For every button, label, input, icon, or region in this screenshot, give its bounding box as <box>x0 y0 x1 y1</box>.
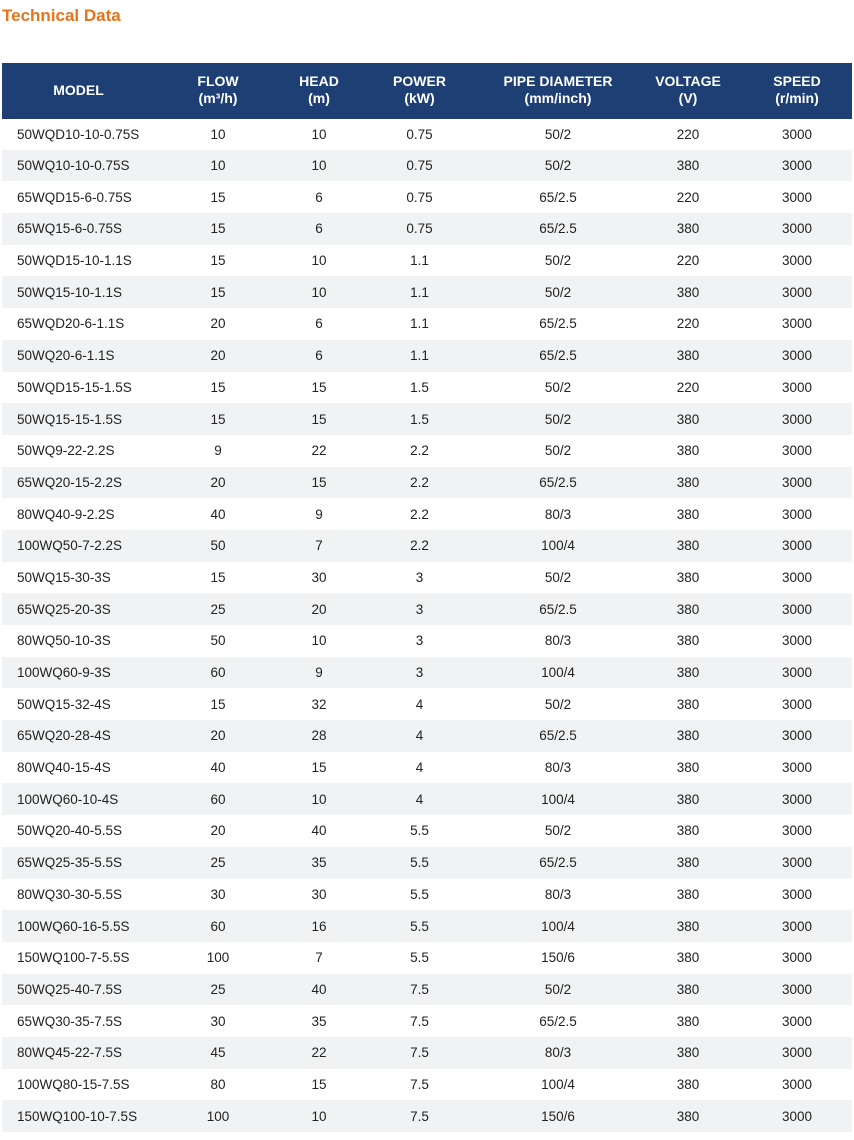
pipe-diameter-cell: 65/2.5 <box>539 189 577 205</box>
flow-cell: 100 <box>206 950 230 966</box>
pipe-diameter-cell: 150/6 <box>541 1108 575 1124</box>
model-cell: 65WQ20-15-2.2S <box>17 474 123 490</box>
power-cell: 1.1 <box>410 253 429 269</box>
table-body <box>2 118 852 1132</box>
table-row <box>2 403 852 435</box>
head-cell: 6 <box>315 189 323 205</box>
pipe-diameter-cell: 100/4 <box>541 791 575 807</box>
voltage-cell: 380 <box>676 411 700 427</box>
power-cell: 3 <box>415 665 424 681</box>
technical-data-table-container <box>2 63 852 1132</box>
pipe-diameter-cell: 65/2.5 <box>539 348 577 364</box>
speed-cell: 3000 <box>781 126 813 142</box>
model-cell: 65WQ25-20-3S <box>17 601 111 617</box>
pipe-diameter-cell: 50/2 <box>544 443 572 459</box>
flow-cell: 60 <box>210 665 226 681</box>
speed-cell: 3000 <box>781 158 813 174</box>
power-cell: 3 <box>415 601 424 617</box>
voltage-cell: 380 <box>676 158 700 174</box>
model-cell: 100WQ60-10-4S <box>17 791 119 807</box>
speed-cell: 3000 <box>781 823 813 839</box>
column-header-pipe-diameter <box>482 63 634 118</box>
flow-cell: 30 <box>210 886 226 902</box>
voltage-cell: 220 <box>676 126 700 142</box>
head-cell: 10 <box>311 1108 327 1124</box>
power-cell: 7.5 <box>410 1045 429 1061</box>
voltage-cell: 380 <box>676 538 700 554</box>
pipe-diameter-cell: 50/2 <box>544 823 572 839</box>
speed-cell: 3000 <box>781 379 813 395</box>
power-cell: 4 <box>415 728 424 744</box>
table-row <box>2 1100 852 1132</box>
head-cell: 22 <box>311 1045 327 1061</box>
speed-cell: 3000 <box>781 633 813 649</box>
flow-cell: 15 <box>210 569 226 585</box>
flow-cell: 60 <box>210 791 226 807</box>
model-cell: 50WQ15-10-1.1S <box>17 284 123 300</box>
power-cell: 0.75 <box>406 221 433 237</box>
speed-cell: 3000 <box>781 348 813 364</box>
power-cell: 7.5 <box>410 1076 429 1092</box>
model-cell: 65WQ30-35-7.5S <box>17 1013 123 1029</box>
pipe-diameter-cell: 100/4 <box>541 538 575 554</box>
model-cell: 80WQ50-10-3S <box>17 633 111 649</box>
column-header-flow <box>155 63 281 118</box>
flow-cell: 20 <box>210 823 226 839</box>
speed-cell: 3000 <box>781 189 813 205</box>
table-row <box>2 150 852 182</box>
pipe-diameter-cell: 100/4 <box>541 1076 575 1092</box>
column-header-label: FLOW <box>197 73 239 90</box>
model-cell: 65WQ25-35-5.5S <box>17 855 123 871</box>
model-cell: 150WQ100-7-5.5S <box>17 950 130 966</box>
power-cell: 1.5 <box>410 411 429 427</box>
pipe-diameter-cell: 65/2.5 <box>539 316 577 332</box>
table-row <box>2 1005 852 1037</box>
speed-cell: 3000 <box>781 601 813 617</box>
pipe-diameter-cell: 65/2.5 <box>539 601 577 617</box>
power-cell: 1.5 <box>410 379 429 395</box>
flow-cell: 15 <box>210 189 226 205</box>
flow-cell: 10 <box>210 126 226 142</box>
pipe-diameter-cell: 50/2 <box>544 411 572 427</box>
model-cell: 100WQ60-9-3S <box>17 665 111 681</box>
flow-cell: 25 <box>210 855 226 871</box>
table-row <box>2 688 852 720</box>
table-row <box>2 1037 852 1069</box>
flow-cell: 15 <box>210 221 226 237</box>
flow-cell: 20 <box>210 316 226 332</box>
table-row <box>2 1069 852 1101</box>
pipe-diameter-cell: 80/3 <box>544 760 572 776</box>
column-header-label: PIPE DIAMETER <box>503 73 613 90</box>
pipe-diameter-cell: 80/3 <box>544 886 572 902</box>
voltage-cell: 220 <box>676 379 700 395</box>
table-header <box>2 63 852 118</box>
model-cell: 50WQ15-30-3S <box>17 569 111 585</box>
model-cell: 100WQ60-16-5.5S <box>17 918 130 934</box>
head-cell: 10 <box>311 126 327 142</box>
speed-cell: 3000 <box>781 474 813 490</box>
speed-cell: 3000 <box>781 950 813 966</box>
head-cell: 16 <box>311 918 327 934</box>
table-row <box>2 372 852 404</box>
power-cell: 7.5 <box>410 981 429 997</box>
head-cell: 7 <box>315 538 323 554</box>
voltage-cell: 380 <box>676 443 700 459</box>
voltage-cell: 380 <box>676 506 700 522</box>
model-cell: 100WQ80-15-7.5S <box>17 1076 130 1092</box>
power-cell: 1.1 <box>410 284 429 300</box>
flow-cell: 45 <box>210 1045 226 1061</box>
head-cell: 15 <box>311 760 327 776</box>
column-header-head <box>281 63 357 118</box>
flow-cell: 50 <box>210 538 226 554</box>
speed-cell: 3000 <box>781 1013 813 1029</box>
speed-cell: 3000 <box>781 696 813 712</box>
voltage-cell: 380 <box>676 221 700 237</box>
flow-cell: 60 <box>210 918 226 934</box>
pipe-diameter-cell: 50/2 <box>544 696 572 712</box>
flow-cell: 50 <box>210 633 226 649</box>
model-cell: 65WQD20-6-1.1S <box>17 316 125 332</box>
model-cell: 50WQD15-15-1.5S <box>17 379 132 395</box>
head-cell: 10 <box>311 284 327 300</box>
voltage-cell: 380 <box>676 855 700 871</box>
column-header-unit: (m³/h) <box>198 90 238 107</box>
table-row <box>2 783 852 815</box>
power-cell: 0.75 <box>406 126 433 142</box>
head-cell: 30 <box>311 886 327 902</box>
table-row <box>2 752 852 784</box>
power-cell: 2.2 <box>410 538 429 554</box>
voltage-cell: 380 <box>676 728 700 744</box>
column-header-power <box>357 63 482 118</box>
power-cell: 5.5 <box>410 918 429 934</box>
flow-cell: 20 <box>210 348 226 364</box>
column-header-label: POWER <box>393 73 446 90</box>
voltage-cell: 380 <box>676 886 700 902</box>
table-row <box>2 530 852 562</box>
pipe-diameter-cell: 80/3 <box>544 633 572 649</box>
flow-cell: 9 <box>214 443 222 459</box>
model-cell: 100WQ50-7-2.2S <box>17 538 123 554</box>
pipe-diameter-cell: 100/4 <box>541 918 575 934</box>
model-cell: 80WQ40-9-2.2S <box>17 506 115 522</box>
pipe-diameter-cell: 100/4 <box>541 665 575 681</box>
model-cell: 65WQD15-6-0.75S <box>17 189 132 205</box>
speed-cell: 3000 <box>781 443 813 459</box>
pipe-diameter-cell: 80/3 <box>544 506 572 522</box>
table-row <box>2 815 852 847</box>
voltage-cell: 380 <box>676 1076 700 1092</box>
voltage-cell: 220 <box>676 189 700 205</box>
voltage-cell: 380 <box>676 601 700 617</box>
flow-cell: 20 <box>210 474 226 490</box>
voltage-cell: 380 <box>676 633 700 649</box>
column-header-speed <box>742 63 852 118</box>
pipe-diameter-cell: 65/2.5 <box>539 855 577 871</box>
model-cell: 65WQ20-28-4S <box>17 728 111 744</box>
table-row <box>2 498 852 530</box>
model-cell: 50WQD15-10-1.1S <box>17 253 132 269</box>
power-cell: 5.5 <box>410 823 429 839</box>
table-row <box>2 910 852 942</box>
model-cell: 50WQ9-22-2.2S <box>17 443 115 459</box>
power-cell: 3 <box>415 569 424 585</box>
table-row <box>2 974 852 1006</box>
column-header-label: MODEL <box>53 81 104 98</box>
power-cell: 4 <box>415 791 424 807</box>
head-cell: 22 <box>311 443 327 459</box>
column-header-voltage <box>634 63 742 118</box>
power-cell: 1.1 <box>410 348 429 364</box>
speed-cell: 3000 <box>781 538 813 554</box>
power-cell: 5.5 <box>410 855 429 871</box>
flow-cell: 15 <box>210 379 226 395</box>
flow-cell: 15 <box>210 284 226 300</box>
power-cell: 3 <box>415 633 424 649</box>
column-header-label: HEAD <box>299 73 339 90</box>
head-cell: 15 <box>311 1076 327 1092</box>
model-cell: 50WQ25-40-7.5S <box>17 981 123 997</box>
voltage-cell: 380 <box>676 665 700 681</box>
table-row <box>2 467 852 499</box>
speed-cell: 3000 <box>781 886 813 902</box>
speed-cell: 3000 <box>781 760 813 776</box>
voltage-cell: 220 <box>676 316 700 332</box>
voltage-cell: 380 <box>676 950 700 966</box>
table-header-row <box>2 63 852 118</box>
speed-cell: 3000 <box>781 981 813 997</box>
table-row <box>2 593 852 625</box>
head-cell: 32 <box>311 696 327 712</box>
model-cell: 50WQ15-15-1.5S <box>17 411 123 427</box>
table-row <box>2 181 852 213</box>
voltage-cell: 380 <box>676 284 700 300</box>
power-cell: 5.5 <box>410 886 429 902</box>
table-row <box>2 118 852 150</box>
voltage-cell: 380 <box>676 1045 700 1061</box>
flow-cell: 15 <box>210 253 226 269</box>
column-header-unit: (r/min) <box>775 90 819 107</box>
voltage-cell: 380 <box>676 569 700 585</box>
table-row <box>2 847 852 879</box>
head-cell: 15 <box>311 379 327 395</box>
power-cell: 7.5 <box>410 1013 429 1029</box>
voltage-cell: 380 <box>676 791 700 807</box>
speed-cell: 3000 <box>781 253 813 269</box>
power-cell: 2.2 <box>410 443 429 459</box>
flow-cell: 20 <box>210 728 226 744</box>
table-row <box>2 213 852 245</box>
power-cell: 1.1 <box>410 316 429 332</box>
voltage-cell: 380 <box>676 823 700 839</box>
table-row <box>2 308 852 340</box>
pipe-diameter-cell: 80/3 <box>544 1045 572 1061</box>
model-cell: 50WQ15-32-4S <box>17 696 111 712</box>
pipe-diameter-cell: 65/2.5 <box>539 1013 577 1029</box>
voltage-cell: 380 <box>676 918 700 934</box>
head-cell: 30 <box>311 569 327 585</box>
voltage-cell: 380 <box>676 1013 700 1029</box>
head-cell: 35 <box>311 1013 327 1029</box>
voltage-cell: 220 <box>676 253 700 269</box>
head-cell: 10 <box>311 633 327 649</box>
model-cell: 50WQ10-10-0.75S <box>17 158 130 174</box>
model-cell: 80WQ45-22-7.5S <box>17 1045 123 1061</box>
pipe-diameter-cell: 50/2 <box>544 158 572 174</box>
speed-cell: 3000 <box>781 506 813 522</box>
pipe-diameter-cell: 50/2 <box>544 569 572 585</box>
flow-cell: 10 <box>210 158 226 174</box>
power-cell: 0.75 <box>406 158 433 174</box>
power-cell: 2.2 <box>410 474 429 490</box>
model-cell: 50WQD10-10-0.75S <box>17 126 140 142</box>
table-row <box>2 276 852 308</box>
pipe-diameter-cell: 150/6 <box>541 950 575 966</box>
speed-cell: 3000 <box>781 791 813 807</box>
table-row <box>2 720 852 752</box>
voltage-cell: 380 <box>676 760 700 776</box>
column-header-unit: (m) <box>308 90 330 107</box>
head-cell: 35 <box>311 855 327 871</box>
column-header-unit: (V) <box>678 90 698 107</box>
pipe-diameter-cell: 65/2.5 <box>539 728 577 744</box>
speed-cell: 3000 <box>781 918 813 934</box>
column-header-unit: (kW) <box>404 90 435 107</box>
flow-cell: 80 <box>210 1076 226 1092</box>
column-header-label: SPEED <box>773 73 821 90</box>
table-row <box>2 340 852 372</box>
flow-cell: 25 <box>210 601 226 617</box>
pipe-diameter-cell: 50/2 <box>544 253 572 269</box>
head-cell: 6 <box>315 316 323 332</box>
model-cell: 150WQ100-10-7.5S <box>17 1108 138 1124</box>
model-cell: 50WQ20-40-5.5S <box>17 823 123 839</box>
table-row <box>2 245 852 277</box>
table-row <box>2 657 852 689</box>
voltage-cell: 380 <box>676 981 700 997</box>
model-cell: 80WQ40-15-4S <box>17 760 111 776</box>
column-header-model <box>2 63 155 118</box>
table-row <box>2 435 852 467</box>
table-row <box>2 942 852 974</box>
speed-cell: 3000 <box>781 284 813 300</box>
voltage-cell: 380 <box>676 474 700 490</box>
column-header-unit: (mm/inch) <box>524 90 592 107</box>
flow-cell: 15 <box>210 696 226 712</box>
power-cell: 4 <box>415 696 424 712</box>
model-cell: 65WQ15-6-0.75S <box>17 221 123 237</box>
model-cell: 50WQ20-6-1.1S <box>17 348 115 364</box>
power-cell: 0.75 <box>406 189 433 205</box>
speed-cell: 3000 <box>781 221 813 237</box>
pipe-diameter-cell: 50/2 <box>544 284 572 300</box>
flow-cell: 40 <box>210 506 226 522</box>
speed-cell: 3000 <box>781 1108 813 1124</box>
head-cell: 10 <box>311 253 327 269</box>
head-cell: 15 <box>311 411 327 427</box>
head-cell: 10 <box>311 791 327 807</box>
column-header-label: VOLTAGE <box>655 73 721 90</box>
head-cell: 40 <box>311 981 327 997</box>
pipe-diameter-cell: 65/2.5 <box>539 221 577 237</box>
head-cell: 40 <box>311 823 327 839</box>
technical-data-table <box>2 63 852 1132</box>
head-cell: 9 <box>315 665 323 681</box>
speed-cell: 3000 <box>781 1045 813 1061</box>
head-cell: 6 <box>315 348 323 364</box>
head-cell: 15 <box>311 474 327 490</box>
voltage-cell: 380 <box>676 1108 700 1124</box>
head-cell: 20 <box>311 601 327 617</box>
flow-cell: 25 <box>210 981 226 997</box>
pipe-diameter-cell: 50/2 <box>544 126 572 142</box>
pipe-diameter-cell: 50/2 <box>544 981 572 997</box>
power-cell: 7.5 <box>410 1108 429 1124</box>
power-cell: 5.5 <box>410 950 429 966</box>
power-cell: 2.2 <box>410 506 429 522</box>
voltage-cell: 380 <box>676 696 700 712</box>
table-row <box>2 879 852 911</box>
table-row <box>2 625 852 657</box>
flow-cell: 30 <box>210 1013 226 1029</box>
pipe-diameter-cell: 65/2.5 <box>539 474 577 490</box>
speed-cell: 3000 <box>781 411 813 427</box>
model-cell: 80WQ30-30-5.5S <box>17 886 123 902</box>
speed-cell: 3000 <box>781 665 813 681</box>
head-cell: 6 <box>315 221 323 237</box>
speed-cell: 3000 <box>781 569 813 585</box>
speed-cell: 3000 <box>781 855 813 871</box>
voltage-cell: 380 <box>676 348 700 364</box>
flow-cell: 100 <box>206 1108 230 1124</box>
table-row <box>2 562 852 594</box>
head-cell: 9 <box>315 506 323 522</box>
head-cell: 10 <box>311 158 327 174</box>
head-cell: 28 <box>311 728 327 744</box>
flow-cell: 40 <box>210 760 226 776</box>
speed-cell: 3000 <box>781 316 813 332</box>
flow-cell: 15 <box>210 411 226 427</box>
head-cell: 7 <box>315 950 323 966</box>
pipe-diameter-cell: 50/2 <box>544 379 572 395</box>
speed-cell: 3000 <box>781 728 813 744</box>
power-cell: 4 <box>415 760 424 776</box>
speed-cell: 3000 <box>781 1076 813 1092</box>
page-title: Technical Data <box>2 6 121 25</box>
